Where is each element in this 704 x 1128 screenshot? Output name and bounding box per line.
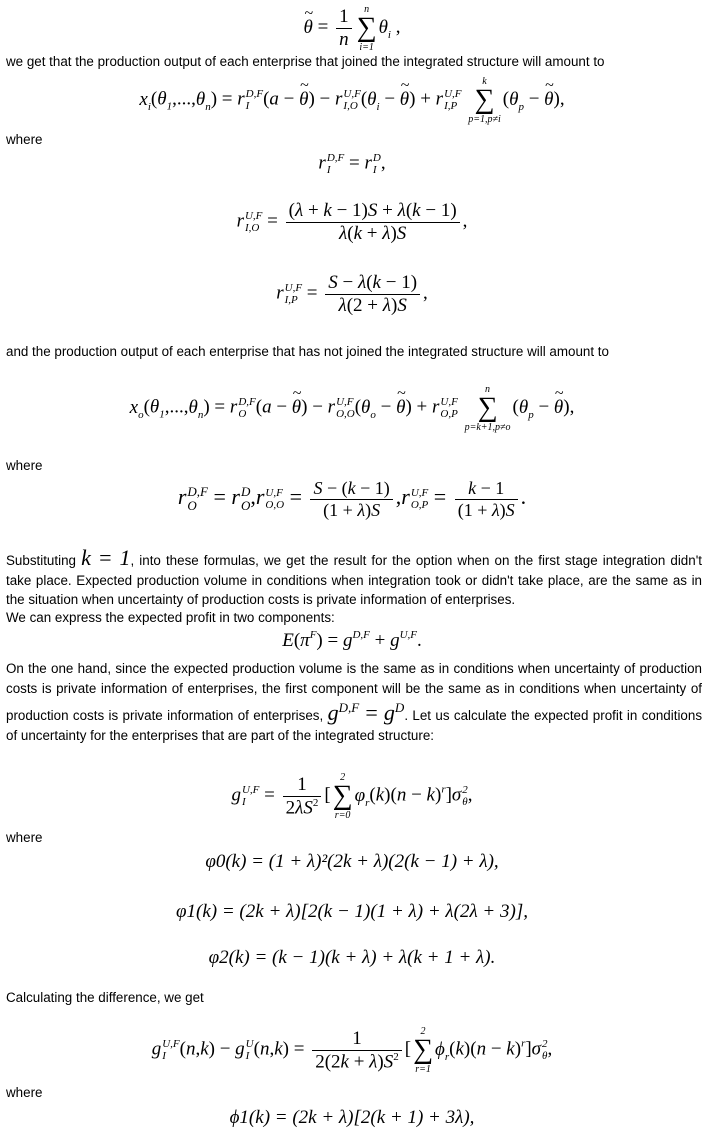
equation-theta-mean: ~ θ = $\frac{1}{n}$ n ∑ i=1 $\theta_i$ , (0, 4, 704, 53)
inline-k-equals-one: k = 1 (81, 545, 131, 570)
equation-output-non-integrated: $x_o(\theta_1,...,\theta_n) = r$ D,F O (a − ~ θ) − r U,F O,O ($\theta_o$ − ~ θ) + r U,F O,P n ∑ p=k+1,p≠o ($\theta_p$ − ~ θ), (0, 384, 704, 433)
equation-phi-0: φ0(k) = (1 + λ)²(2k + λ)(2(k − 1) + λ), (205, 851, 499, 872)
equation-g-difference: g U,F I (n,k) − g U I (n,k) = $\frac{1}{2(2k + \lambda)S^2}$ [ 2 ∑ r=1 $\phi_r(k)(n - k)^r]\sigma$ 2 θ , (151, 1026, 553, 1075)
equation-expected-profit: $E(\pi^F) = g^{D,F} + g^{U,F}$. (282, 629, 422, 651)
equation-output-integrated: $x_i(\theta_1,...,\theta_n) = r$ D,F I (a − ~ θ) − r U,F I,O ($\theta_i$ − ~ θ) + r U,F I,P k ∑ p=1,p≠i ($\theta_p$ − ~ θ), (0, 76, 704, 125)
equation-r-ID: r D,F I = r D I , (318, 152, 386, 176)
paragraph-first-component: On the one hand, since the expected production volume is the same as in conditions when uncertainty of production costs is private information of enterprises, the first component will be the same as in conditions when uncertainty of production costs is private information of enterprises, $g^{D,F} = g^D$. Let us calculate the expected profit in conditions of uncertainty for the enterprises that are part of the integrated structure: (6, 661, 703, 743)
equation-g-IUF: g U,F I = $\frac{1}{2\lambda S^2}$ [ 2 ∑ r=0 $\varphi_r(k)(n - k)^r]\sigma$ 2 θ , (231, 772, 473, 821)
label-where-3: where (6, 830, 43, 845)
equation-r-O: r D,F O = r D O ,r U,F O,O = $\frac{S - (k - 1)}{(1 + \lambda)S}$ ,r U,F O,P = $\frac{k - 1}{(1 + \lambda)S}$ . (177, 478, 527, 520)
paragraph-calculating-difference: Calculating the difference, we get (6, 990, 204, 1005)
equation-r-IO: r U,F I,O = $\frac{(\lambda + k - 1)S + \lambda(k - 1)}{\lambda(k + \lambda)S}$ , (236, 200, 468, 244)
label-where-2: where (6, 458, 43, 473)
equation-phi-1: φ1(k) = (2k + λ)[2(k − 1)(1 + λ) + λ(2λ + 3)], (176, 901, 528, 922)
paragraph-integrated-output: we get that the production output of each enterprise that joined the integrated structure will amount to (6, 54, 605, 69)
label-where-1: where (6, 132, 43, 147)
paragraph-profit-components: We can express the expected profit in two components: (6, 610, 335, 625)
equation-phi-2: φ2(k) = (k − 1)(k + λ) + λ(k + 1 + λ). (208, 947, 496, 968)
equation-phi-last: ϕ1(k) = (2k + λ)[2(k + 1) + 3λ), (229, 1107, 475, 1128)
label-where-4: where (6, 1085, 43, 1100)
paragraph-non-integrated-output: and the production output of each enterprise that has not joined the integrated structure will amount to (6, 344, 609, 359)
paragraph-substituting: Substituting k = 1, into these formulas, we get the result for the option when on the first stage integration didn't take place. Expected production volume in conditions when integration took or didn't take place, are the same as in the situation when uncertainty of production costs is private information of enterprises. (6, 545, 702, 607)
equation-r-IP: r U,F I,P = $\frac{S - \lambda(k - 1)}{\lambda(2 + \lambda)S}$ , (276, 272, 428, 316)
inline-g-equation: $g^{D,F} = g^D$ (327, 700, 405, 725)
